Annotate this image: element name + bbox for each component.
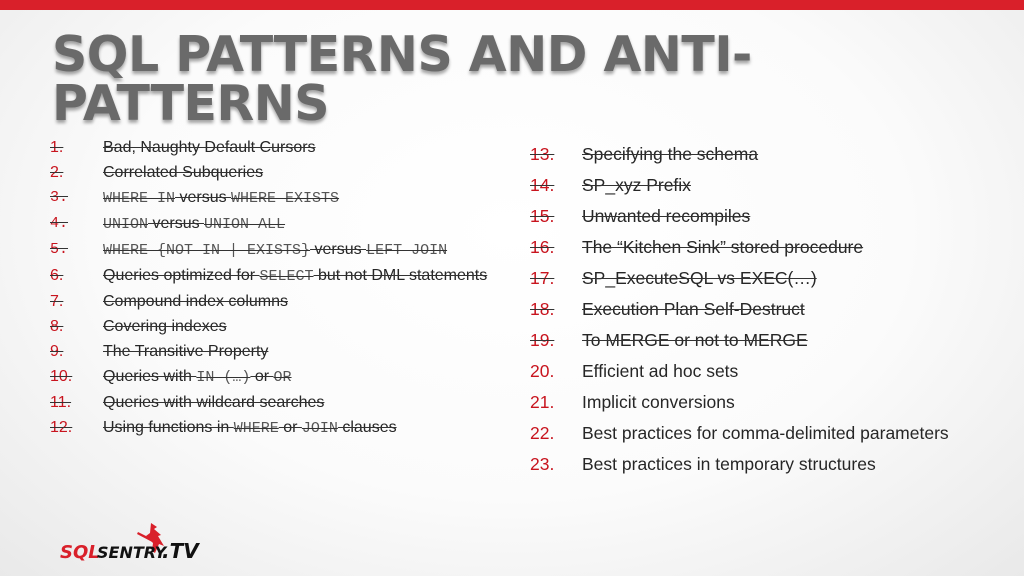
list-item bbox=[530, 173, 950, 198]
slide-title: SQL PATTERNS AND ANTI-PATTERNS bbox=[52, 26, 752, 132]
code-fragment: WHERE {NOT IN | EXISTS} bbox=[103, 242, 311, 259]
item-number: 6. bbox=[50, 267, 64, 284]
logo-text-sql: SQL bbox=[60, 542, 100, 563]
text-fragment: Implicit conversions bbox=[582, 392, 735, 412]
text-fragment: SP_xyz Prefix bbox=[582, 175, 691, 195]
item-text bbox=[582, 266, 950, 291]
item-number: 9. bbox=[50, 343, 64, 360]
item-number: 19. bbox=[530, 330, 555, 350]
item-number: 15. bbox=[530, 206, 555, 226]
logo-text-tv: .TV bbox=[162, 539, 199, 563]
text-fragment: or bbox=[278, 419, 302, 436]
item-text bbox=[103, 138, 490, 158]
list-item bbox=[530, 204, 950, 229]
item-text bbox=[582, 452, 950, 477]
list-item bbox=[50, 367, 490, 388]
code-fragment: WHERE IN bbox=[103, 190, 176, 207]
text-fragment: Execution Plan Self-Destruct bbox=[582, 299, 805, 319]
list-item bbox=[50, 342, 490, 362]
item-number: 8. bbox=[50, 318, 64, 335]
text-fragment: Queries with bbox=[103, 368, 197, 385]
code-fragment: UNION bbox=[103, 216, 149, 233]
list-item bbox=[50, 393, 490, 413]
item-number: 17. bbox=[530, 268, 555, 288]
right-list bbox=[530, 142, 950, 483]
text-fragment: but not DML statements bbox=[313, 267, 488, 284]
item-number: 21. bbox=[530, 392, 555, 412]
list-item bbox=[50, 163, 490, 183]
item-number: 14. bbox=[530, 175, 555, 195]
item-number: 10. bbox=[50, 368, 73, 385]
text-fragment: Queries with wildcard searches bbox=[103, 394, 325, 411]
code-fragment: JOIN bbox=[301, 420, 338, 437]
text-fragment: Bad, Naughty Default Cursors bbox=[103, 139, 316, 156]
text-fragment: Efficient ad hoc sets bbox=[582, 361, 739, 381]
item-text bbox=[103, 214, 490, 235]
item-text bbox=[582, 142, 950, 167]
item-text bbox=[103, 317, 490, 337]
text-fragment: The Transitive Property bbox=[103, 343, 269, 360]
item-number: 11. bbox=[50, 394, 72, 411]
item-number: 20. bbox=[530, 361, 555, 381]
item-text bbox=[103, 188, 490, 209]
list-item bbox=[530, 390, 950, 415]
text-fragment: Compound index columns bbox=[103, 293, 288, 310]
item-text bbox=[582, 390, 950, 415]
list-item bbox=[530, 142, 950, 167]
item-text bbox=[582, 235, 950, 260]
list-item bbox=[50, 266, 490, 287]
item-number: 18. bbox=[530, 299, 555, 319]
item-number: 4. bbox=[50, 215, 69, 232]
logo-text-sentry: SENTRY bbox=[97, 543, 167, 562]
list-item bbox=[530, 421, 950, 446]
text-fragment: Best practices in temporary structures bbox=[582, 454, 876, 474]
item-number: 5. bbox=[50, 241, 69, 258]
code-fragment: OR bbox=[273, 369, 292, 386]
list-item bbox=[530, 452, 950, 477]
item-text bbox=[103, 393, 490, 413]
item-text bbox=[103, 367, 490, 388]
text-fragment: Using functions in bbox=[103, 419, 234, 436]
list-item bbox=[50, 138, 490, 158]
code-fragment: UNION ALL bbox=[204, 216, 286, 233]
code-fragment: WHERE EXISTS bbox=[231, 190, 340, 207]
list-item bbox=[530, 235, 950, 260]
list-item bbox=[50, 292, 490, 312]
text-fragment: or bbox=[250, 368, 274, 385]
item-text bbox=[103, 163, 490, 183]
code-fragment: WHERE bbox=[233, 420, 279, 437]
top-accent-bar bbox=[0, 0, 1024, 10]
item-text bbox=[103, 342, 490, 362]
item-text bbox=[103, 240, 490, 261]
text-fragment: Unwanted recompiles bbox=[582, 206, 751, 226]
item-text bbox=[103, 266, 490, 287]
list-item bbox=[530, 266, 950, 291]
item-number: 12. bbox=[50, 419, 73, 436]
code-fragment: LEFT JOIN bbox=[366, 242, 448, 259]
code-fragment: IN (…) bbox=[196, 369, 251, 386]
code-fragment: SELECT bbox=[259, 268, 314, 285]
text-fragment: SP_ExecuteSQL vs EXEC(…) bbox=[582, 268, 817, 288]
item-number: 7. bbox=[50, 293, 64, 310]
item-text bbox=[582, 173, 950, 198]
list-item bbox=[50, 240, 490, 261]
text-fragment: Correlated Subqueries bbox=[103, 164, 264, 181]
list-item bbox=[50, 214, 490, 235]
text-fragment: To MERGE or not to MERGE bbox=[582, 330, 808, 350]
item-text bbox=[582, 328, 950, 353]
text-fragment: Covering indexes bbox=[103, 318, 227, 335]
list-item bbox=[50, 188, 490, 209]
list-item bbox=[530, 297, 950, 322]
item-number: 13. bbox=[530, 144, 555, 164]
item-text bbox=[103, 292, 490, 312]
text-fragment: Specifying the schema bbox=[582, 144, 759, 164]
item-text bbox=[582, 421, 950, 446]
text-fragment: Best practices for comma-delimited parameters bbox=[582, 423, 949, 443]
text-fragment: versus bbox=[148, 215, 205, 232]
item-number: 16. bbox=[530, 237, 555, 257]
item-number: 1. bbox=[50, 139, 64, 156]
text-fragment: clauses bbox=[337, 419, 397, 436]
item-number: 3. bbox=[50, 189, 69, 206]
list-item bbox=[50, 317, 490, 337]
text-fragment: Queries optimized for bbox=[103, 267, 260, 284]
left-list bbox=[50, 138, 490, 444]
list-item bbox=[530, 359, 950, 384]
item-text bbox=[582, 359, 950, 384]
item-text bbox=[103, 418, 490, 439]
item-number: 23. bbox=[530, 454, 555, 474]
list-item bbox=[50, 418, 490, 439]
text-fragment: The “Kitchen Sink” stored procedure bbox=[582, 237, 864, 257]
text-fragment: versus bbox=[175, 189, 232, 206]
item-number: 22. bbox=[530, 423, 555, 443]
item-text bbox=[582, 204, 950, 229]
text-fragment: versus bbox=[310, 241, 367, 258]
sqlsentry-logo bbox=[58, 520, 218, 568]
item-number: 2. bbox=[50, 164, 64, 181]
list-item bbox=[530, 328, 950, 353]
item-text bbox=[582, 297, 950, 322]
